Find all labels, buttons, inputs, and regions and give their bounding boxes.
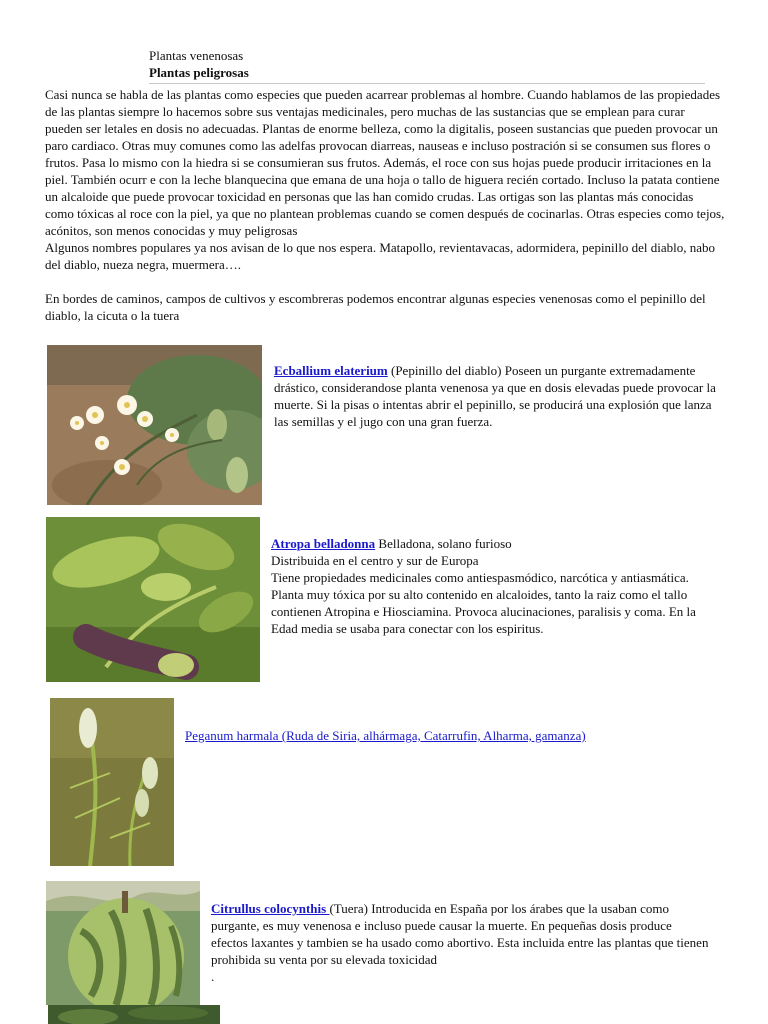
intro-paragraph-2: Algunos nombres populares ya nos avisan de lo que nos espera. Matapollo, revientavacas, adormidera, pepinillo del diablo, nabo del diablo, nueza negra, muermera…. — [45, 240, 716, 272]
document-title: Plantas peligrosas — [149, 65, 249, 80]
belladonna-common-names: Belladona, solano furioso — [375, 536, 512, 551]
peganum-photo — [50, 698, 174, 866]
belladonna-entry — [271, 535, 723, 637]
ecballium-link[interactable]: Ecballium elaterium — [274, 363, 388, 378]
title-divider — [149, 83, 705, 84]
belladonna-link[interactable]: Atropa belladonna — [271, 536, 376, 551]
citrullus-link[interactable]: Citrullus colocynthis — [211, 901, 330, 916]
peganum-entry — [185, 727, 725, 744]
citrullus-trailing-mark: . — [211, 969, 215, 984]
belladonna-photo — [46, 517, 260, 682]
citrullus-entry — [211, 900, 711, 985]
document-header — [149, 47, 709, 81]
citrullus-photo — [46, 881, 200, 1005]
belladonna-description: Tiene propiedades medicinales como antiespasmódico, narcótica y antiasmática. Planta muy tóxica por su alto contenido en alcaloides, tanto la raiz como el tallo contienen Atropina e Hiosciamina. Provoca alucinaciones, paralisis y coma. En la Edad media se usaba para conectar con los espiritus. — [271, 570, 696, 636]
citrullus-description: (Tuera) Introducida en España por los árabes que la usaban como purgante, es muy venenosa e incluso puede causar la muerte. En pequeñas dosis produce efectos laxantes y tambien se ha usado como abortivo. Esta incluida entre las plantas que tienen prohibida su venta por su elevada toxicidad — [211, 901, 709, 967]
document-subtitle: Plantas venenosas — [149, 48, 244, 63]
intro-section — [45, 86, 725, 324]
ecballium-description: (Pepinillo del diablo) Poseen un purgante extremadamente drástico, considerandose planta venenosa ya que en dosis elevadas puede provocar la muerte. Si la pisas o intentas abrir el pepinillo, se producirá una explosión que lanza las semillas y el jugo con una gran fuerza. — [274, 363, 716, 429]
ecballium-entry — [274, 362, 728, 430]
next-plant-photo-partial — [48, 1005, 220, 1024]
intro-paragraph-3: En bordes de caminos, campos de cultivos y escombreras podemos encontrar algunas especies venenosas como el pepinillo del diablo, la cicuta o la tuera — [45, 291, 706, 323]
belladonna-distribution: Distribuida en el centro y sur de Europa — [271, 553, 479, 568]
intro-paragraph-1: Casi nunca se habla de las plantas como especies que pueden acarrear problemas al hombre. Cuando hablamos de las propiedades de las plantas siempre lo hacemos sobre sus ventajas medicinales, pero muchas de las sustancias que se emplean para curar pueden ser letales en dosis no adecuadas. Plantas de enorme belleza, como la digitalis, poseen sustancias que pueden provocar un paro cardiaco. Otras muy comunes como las adelfas provocan diarreas, nauseas e incluso postración si se consumen sus flores o frutos. Pasa lo mismo con la hiedra si se consumieran sus frutos. Además, el roce con sus hojas puede producir irritaciones en la piel. También ocurr e con la leche blanquecina que emana de una hoja o tallo de higuera recién cortado. Incluso la patata contiene un alcaloide que puede provocar toxicidad en personas que las han comido crudas. Las ortigas son las plantas más conocidas como tóxicas al roce con la piel, ya que no plantean problemas cuando se comen después de cocinarlas. Otras especies como tejos, acónitos, son menos conocidas y muy peligrosas — [45, 87, 725, 238]
peganum-link[interactable]: Peganum harmala (Ruda de Siria, alhármaga, Catarrufin, Alharma, gamanza) — [185, 728, 586, 743]
ecballium-photo — [47, 345, 262, 505]
